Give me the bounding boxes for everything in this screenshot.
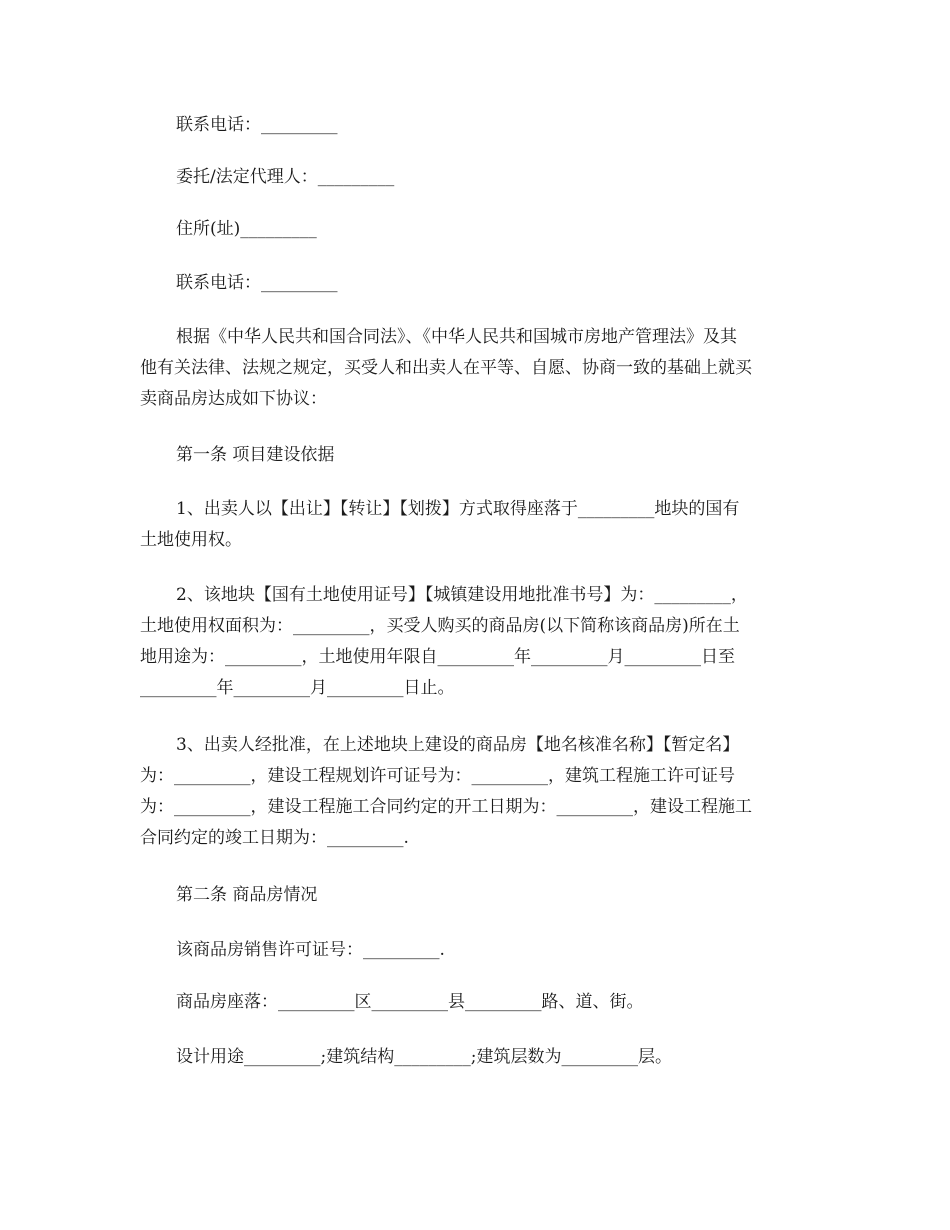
article-1-title: 第一条 项目建设依据 [176,445,335,465]
item-3-line-4: 合同约定的竣工日期为：_________. [140,828,409,848]
article-2-title: 第二条 商品房情况 [176,885,318,905]
address-line: 住所(址)_________ [176,219,317,239]
design-line: 设计用途_________;建筑结构_________;建筑层数为_________层。 [176,1047,672,1067]
intro-line-2: 他有关法律、法规之规定，买受人和出卖人在平等、自愿、协商一致的基础上就买 [140,358,752,378]
item-3-line-1: 3、出卖人经批准，在上述地块上建设的商品房【地名核准名称】【暂定名】 [176,735,740,755]
article-1-item-1 [140,494,812,556]
agent-line: 委托/法定代理人：_________ [176,167,395,187]
intro-line-1: 根据《中华人民共和国合同法》、《中华人民共和国城市房地产管理法》及其 [176,327,737,347]
item-3-line-2: 为：_________，建设工程规划许可证号为：_________，建筑工程施工许可证号 [140,766,735,786]
item-3-line-3: 为：_________，建设工程施工合同约定的开工日期为：_________，建设工程施工 [140,797,752,817]
item-2-line-3: 地用途为：_________，土地使用年限自_________年_________月_________日至 [140,647,735,667]
intro-line-3: 卖商品房达成如下协议： [140,389,327,409]
item-1-line-2: 土地使用权。 [140,530,242,550]
item-2-line-4: _________年_________月_________日止。 [140,678,455,698]
sales-license-line: 该商品房销售许可证号：_________. [176,940,445,960]
item-2-line-2: 土地使用权面积为：_________，买受人购买的商品房(以下简称该商品房)所在土 [140,616,740,636]
item-1-line-1: 1、出卖人以【出让】【转让】【划拨】方式取得座落于_________地块的国有 [176,499,740,519]
contact-phone-line-2: 联系电话：_________ [176,273,338,293]
item-2-line-1: 2、该地块【国有土地使用证号】【城镇建设用地批准书号】为：_________， [176,585,748,605]
article-1-item-3 [140,730,812,854]
location-line: 商品房座落：_________区_________县_________路、道、街。 [176,992,644,1012]
intro-paragraph [140,322,812,415]
article-1-item-2 [140,580,812,704]
contact-phone-line-1: 联系电话：_________ [176,115,338,135]
